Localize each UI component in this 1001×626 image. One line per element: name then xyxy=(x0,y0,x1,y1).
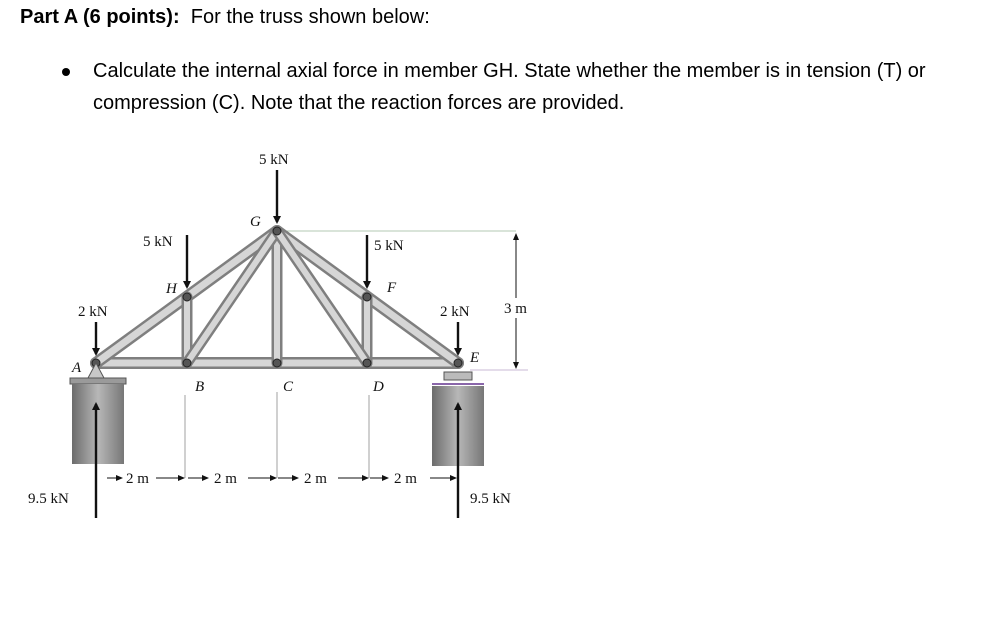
joint-label-d: D xyxy=(373,379,384,395)
span-label-2: 2 m xyxy=(214,471,237,487)
load-label-top: 5 kN xyxy=(259,152,289,168)
span-label-1: 2 m xyxy=(126,471,149,487)
truss-members xyxy=(96,231,458,363)
span-label-4: 2 m xyxy=(394,471,417,487)
joint-label-b: B xyxy=(195,379,205,395)
left-pin-support xyxy=(70,363,126,464)
load-label-left-end: 2 kN xyxy=(78,304,108,320)
joint-label-f: F xyxy=(387,280,397,296)
load-label-right-mid: 5 kN xyxy=(374,238,404,254)
question-line-2: compression (C). Note that the reaction forces are provided. xyxy=(93,92,625,114)
reaction-label-right: 9.5 kN xyxy=(470,491,511,507)
part-intro: For the truss shown below: xyxy=(190,6,430,28)
question-line-1: Calculate the internal axial force in member GH. State whether the member is in tension (T) or xyxy=(93,60,926,82)
joint-label-h: H xyxy=(166,281,177,297)
joint-label-c: C xyxy=(283,379,294,395)
load-label-left-mid: 5 kN xyxy=(143,234,173,250)
part-label: Part A (6 points): xyxy=(20,6,180,28)
height-label: 3 m xyxy=(504,301,527,317)
joint-label-a: A xyxy=(72,360,82,376)
joint-label-e: E xyxy=(470,350,480,366)
joint-label-g: G xyxy=(250,214,261,230)
span-label-3: 2 m xyxy=(304,471,327,487)
load-label-right-end: 2 kN xyxy=(440,304,470,320)
reaction-labels xyxy=(28,491,511,507)
reaction-label-left: 9.5 kN xyxy=(28,491,69,507)
